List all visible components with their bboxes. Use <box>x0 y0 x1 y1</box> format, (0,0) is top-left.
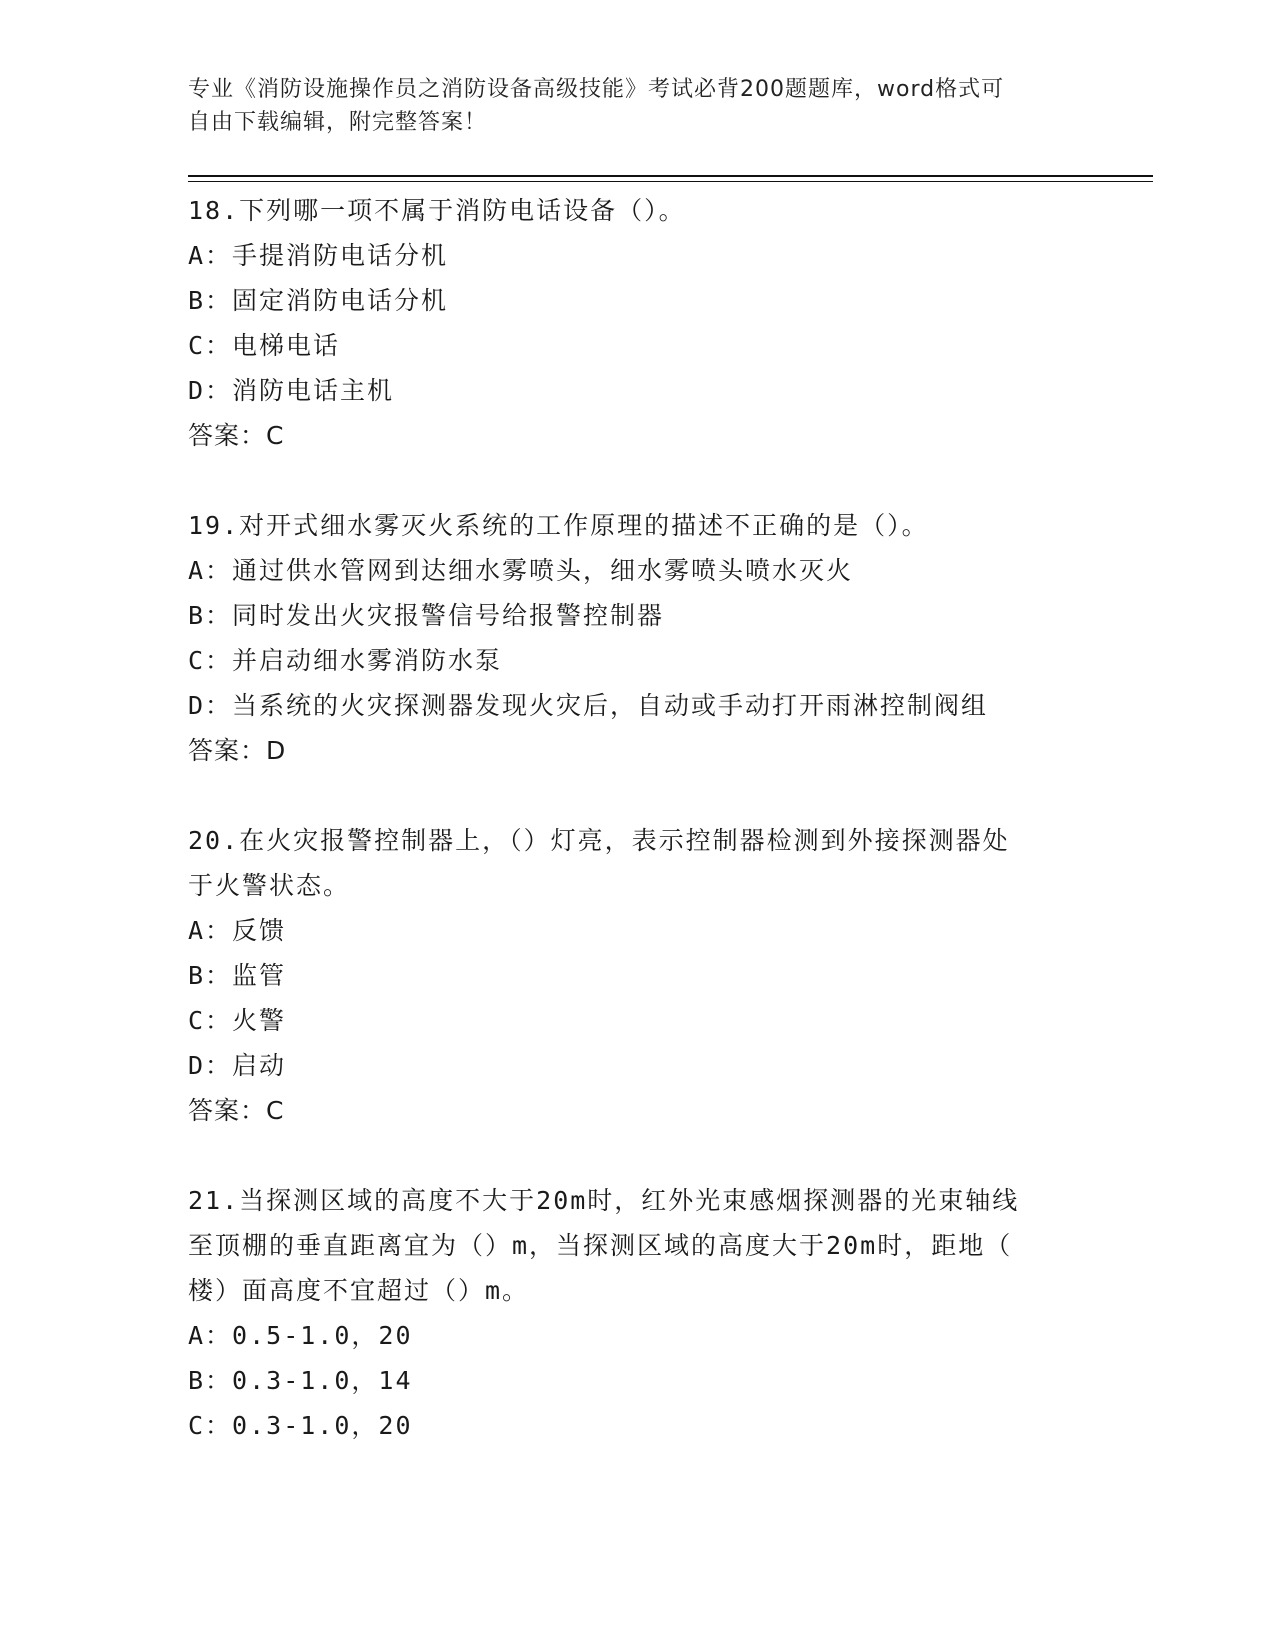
question-21 <box>188 1178 1088 1448</box>
option-c: C：火警 <box>188 1006 287 1035</box>
question-list <box>188 188 1088 1493</box>
option-c: C：0.3-1.0，20 <box>188 1411 413 1440</box>
question-20 <box>188 818 1088 1133</box>
option-a: A：0.5-1.0，20 <box>188 1321 413 1350</box>
answer-line: 答案：D <box>188 736 287 765</box>
answer-line: 答案：C <box>188 421 285 450</box>
header-line-1: 专业《消防设施操作员之消防设备高级技能》考试必背200题题库，word格式可 <box>188 77 1005 102</box>
question-stem-line-1: 20.在火灾报警控制器上，（）灯亮，表示控制器检测到外接探测器处 <box>188 826 1010 855</box>
document-header <box>188 73 1068 139</box>
header-divider-thin <box>188 181 1153 182</box>
question-stem-line-3: 楼）面高度不宜超过（）m。 <box>188 1276 530 1305</box>
option-c: C：电梯电话 <box>188 331 341 360</box>
question-stem: 19.对开式细水雾灭火系统的工作原理的描述不正确的是（）。 <box>188 511 929 540</box>
header-divider-thick <box>188 175 1153 177</box>
option-a: A：手提消防电话分机 <box>188 241 449 270</box>
question-stem-line-1: 21.当探测区域的高度不大于20m时，红外光束感烟探测器的光束轴线 <box>188 1186 1020 1215</box>
question-18 <box>188 188 1088 458</box>
option-b: B：固定消防电话分机 <box>188 286 449 315</box>
option-d: D：启动 <box>188 1051 287 1080</box>
option-a: A：反馈 <box>188 916 287 945</box>
option-b: B：0.3-1.0，14 <box>188 1366 413 1395</box>
option-b: B：同时发出火灾报警信号给报警控制器 <box>188 601 665 630</box>
option-b: B：监管 <box>188 961 287 990</box>
question-stem: 18.下列哪一项不属于消防电话设备（）。 <box>188 196 686 225</box>
question-stem-line-2: 至顶棚的垂直距离宜为（）m，当探测区域的高度大于20m时，距地（ <box>188 1231 1013 1260</box>
header-line-2: 自由下载编辑，附完整答案！ <box>188 110 488 135</box>
option-d: D：消防电话主机 <box>188 376 395 405</box>
question-19 <box>188 503 1088 773</box>
option-c: C：并启动细水雾消防水泵 <box>188 646 503 675</box>
option-d: D：当系统的火灾探测器发现火灾后，自动或手动打开雨淋控制阀组 <box>188 691 989 720</box>
option-a: A：通过供水管网到达细水雾喷头，细水雾喷头喷水灭火 <box>188 556 854 585</box>
answer-line: 答案：C <box>188 1096 285 1125</box>
question-stem-line-2: 于火警状态。 <box>188 871 351 900</box>
